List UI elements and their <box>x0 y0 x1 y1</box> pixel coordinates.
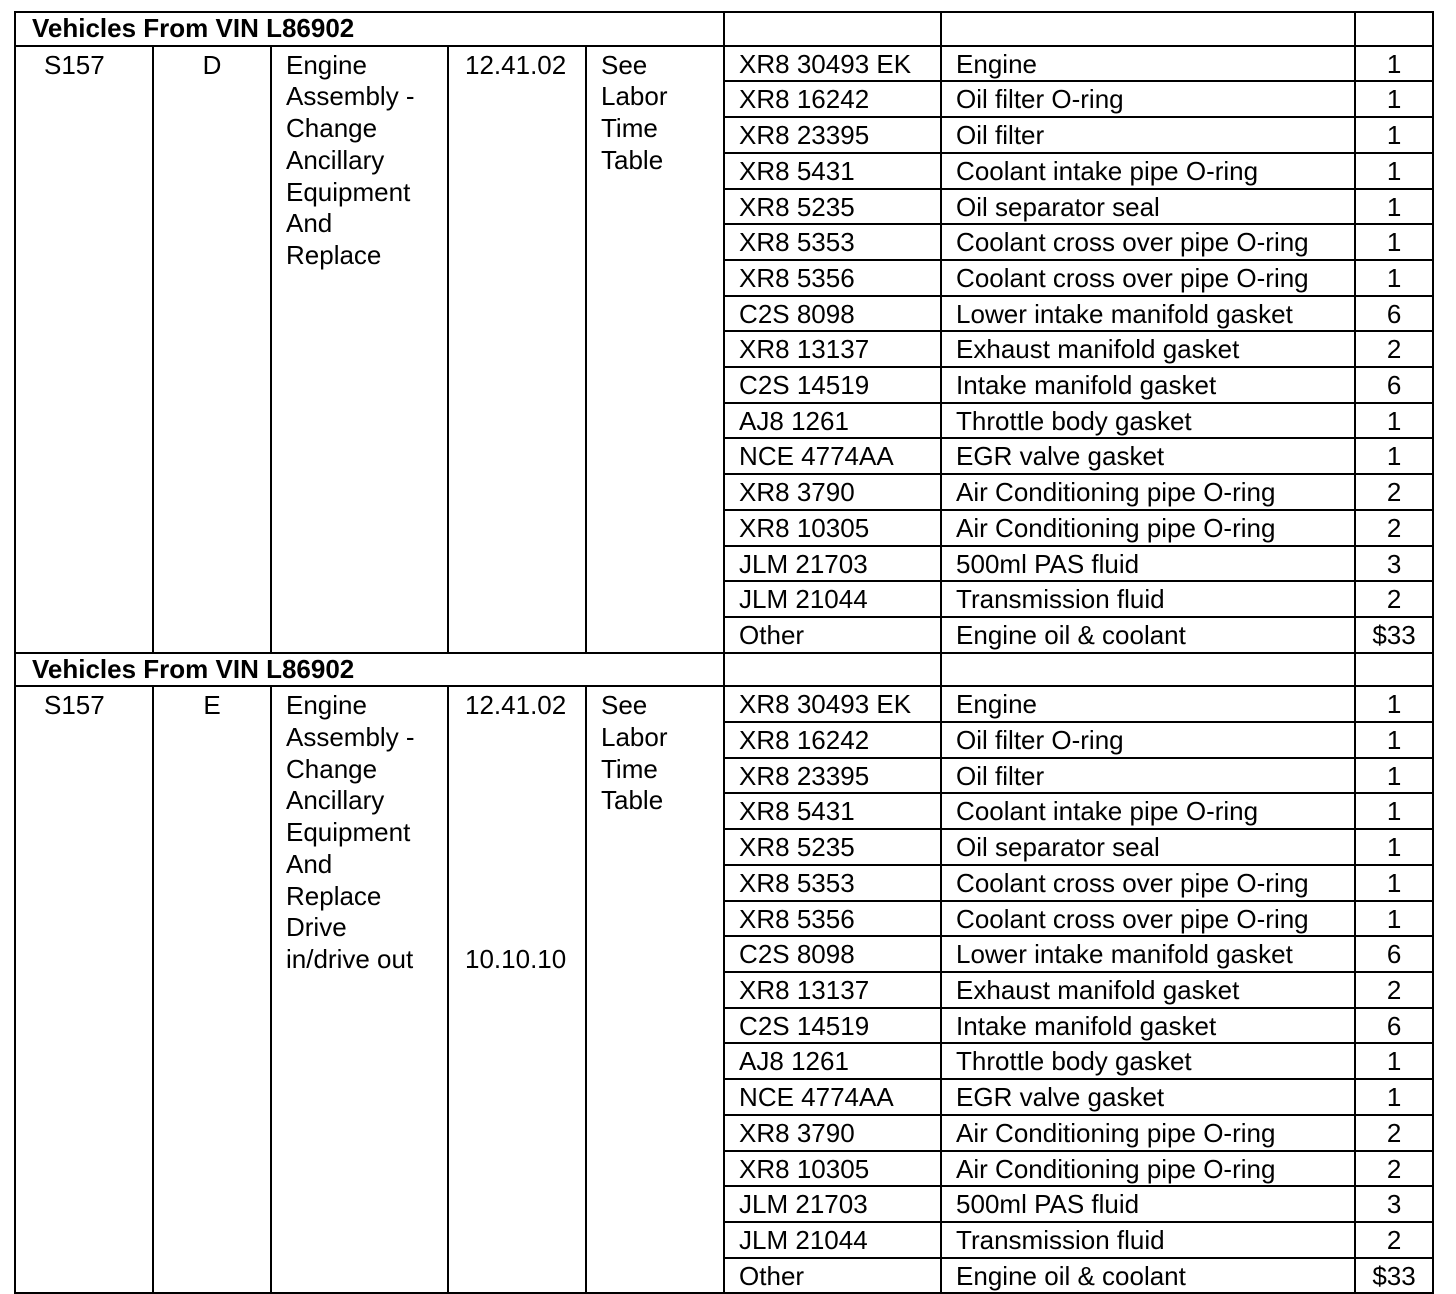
part-qty: 6 <box>1355 936 1433 972</box>
part-qty: 1 <box>1355 758 1433 794</box>
part-name: Air Conditioning pipe O-ring <box>941 1115 1355 1151</box>
repair-description <box>271 686 448 1293</box>
part-number: XR8 5353 <box>724 224 941 260</box>
cell-line: Change <box>286 753 378 784</box>
part-name: Transmission fluid <box>941 581 1355 617</box>
part-name: Engine oil & coolant <box>941 1258 1355 1294</box>
part-qty: 1 <box>1355 403 1433 439</box>
part-number: C2S 8098 <box>724 936 941 972</box>
labor-time <box>586 686 724 1293</box>
part-number: NCE 4774AA <box>724 1079 941 1115</box>
part-name: Exhaust manifold gasket <box>941 331 1355 367</box>
part-name: Coolant cross over pipe O-ring <box>941 260 1355 296</box>
part-qty: 2 <box>1355 510 1433 546</box>
part-number: XR8 13137 <box>724 331 941 367</box>
part-number: JLM 21703 <box>724 1186 941 1222</box>
part-name: Lower intake manifold gasket <box>941 936 1355 972</box>
part-qty: 3 <box>1355 1186 1433 1222</box>
part-name: 500ml PAS fluid <box>941 1186 1355 1222</box>
part-number: XR8 5235 <box>724 189 941 225</box>
cell-line <box>465 785 585 817</box>
cell-line: Equipment <box>286 817 411 848</box>
cell-line: See <box>601 49 648 80</box>
part-qty: $33 <box>1355 617 1433 653</box>
part-name: Coolant intake pipe O-ring <box>941 153 1355 189</box>
part-qty: 6 <box>1355 367 1433 403</box>
empty-cell <box>941 12 1355 46</box>
empty-cell <box>724 12 941 46</box>
part-name: EGR valve gasket <box>941 1079 1355 1115</box>
part-number: XR8 13137 <box>724 972 941 1008</box>
part-qty: 1 <box>1355 260 1433 296</box>
cell-line: And <box>286 208 333 239</box>
part-number: JLM 21044 <box>724 581 941 617</box>
part-qty: 1 <box>1355 1043 1433 1079</box>
part-qty: 1 <box>1355 1079 1433 1115</box>
table-row <box>15 46 1433 82</box>
cell-line <box>465 881 585 913</box>
part-name: Intake manifold gasket <box>941 367 1355 403</box>
empty-cell <box>941 653 1355 687</box>
part-number: NCE 4774AA <box>724 438 941 474</box>
part-qty: 1 <box>1355 117 1433 153</box>
part-qty: 2 <box>1355 1151 1433 1187</box>
part-qty: 6 <box>1355 1008 1433 1044</box>
part-qty: 1 <box>1355 224 1433 260</box>
part-qty: 1 <box>1355 686 1433 722</box>
part-name: 500ml PAS fluid <box>941 546 1355 582</box>
part-number: XR8 5353 <box>724 865 941 901</box>
cell-line: Replace <box>286 239 382 270</box>
part-number: Other <box>724 617 941 653</box>
part-number: Other <box>724 1258 941 1294</box>
part-name: Oil filter <box>941 758 1355 794</box>
operation-numbers <box>448 686 586 1293</box>
cell-line: Assembly - <box>286 722 415 753</box>
part-qty: 1 <box>1355 793 1433 829</box>
part-number: XR8 16242 <box>724 81 941 117</box>
part-number: C2S 14519 <box>724 367 941 403</box>
part-name: Throttle body gasket <box>941 403 1355 439</box>
cell-line: Drive <box>286 912 347 943</box>
cell-line: Equipment <box>286 176 411 207</box>
part-number: XR8 5356 <box>724 260 941 296</box>
part-qty: 2 <box>1355 474 1433 510</box>
part-number: AJ8 1261 <box>724 403 941 439</box>
part-qty: 2 <box>1355 972 1433 1008</box>
part-name: Air Conditioning pipe O-ring <box>941 474 1355 510</box>
part-name: Oil filter O-ring <box>941 81 1355 117</box>
part-qty: 2 <box>1355 581 1433 617</box>
section-header: Vehicles From VIN L86902 <box>15 653 724 687</box>
cell-line: Labor <box>601 81 668 112</box>
part-name: Oil separator seal <box>941 189 1355 225</box>
cell-line: Engine <box>286 690 367 721</box>
part-number: XR8 23395 <box>724 758 941 794</box>
cell-line: Time <box>601 113 658 144</box>
cell-line: 12.41.02 <box>465 49 567 80</box>
part-name: Air Conditioning pipe O-ring <box>941 1151 1355 1187</box>
section-header-row <box>15 12 1433 46</box>
part-name: Oil separator seal <box>941 829 1355 865</box>
part-qty: 2 <box>1355 1115 1433 1151</box>
part-number: XR8 5235 <box>724 829 941 865</box>
cell-line: Ancillary <box>286 785 385 816</box>
part-number: XR8 23395 <box>724 117 941 153</box>
operation-numbers <box>448 46 586 653</box>
part-name: Coolant cross over pipe O-ring <box>941 865 1355 901</box>
table-row <box>15 686 1433 722</box>
part-qty: 1 <box>1355 46 1433 82</box>
part-number: AJ8 1261 <box>724 1043 941 1079</box>
cell-line: Time <box>601 753 658 784</box>
repair-code: S157 <box>15 686 153 1293</box>
cell-line <box>465 817 585 849</box>
empty-cell <box>1355 12 1433 46</box>
part-name: Coolant intake pipe O-ring <box>941 793 1355 829</box>
cell-line <box>465 722 585 754</box>
cell-line: Replace <box>286 880 382 911</box>
part-number: JLM 21044 <box>724 1222 941 1258</box>
section-header: Vehicles From VIN L86902 <box>15 12 724 46</box>
section-header-row <box>15 653 1433 687</box>
part-name: Coolant cross over pipe O-ring <box>941 224 1355 260</box>
part-qty: 1 <box>1355 901 1433 937</box>
part-number: XR8 10305 <box>724 510 941 546</box>
part-name: Air Conditioning pipe O-ring <box>941 510 1355 546</box>
repair-description <box>271 46 448 653</box>
part-number: XR8 30493 EK <box>724 686 941 722</box>
cell-line: And <box>286 848 333 879</box>
empty-cell <box>1355 653 1433 687</box>
part-qty: 1 <box>1355 189 1433 225</box>
part-name: Lower intake manifold gasket <box>941 296 1355 332</box>
cell-line: Ancillary <box>286 144 385 175</box>
part-qty: 1 <box>1355 865 1433 901</box>
part-number: XR8 3790 <box>724 1115 941 1151</box>
cell-line: Labor <box>601 722 668 753</box>
part-number: XR8 10305 <box>724 1151 941 1187</box>
part-qty: 1 <box>1355 722 1433 758</box>
cell-line: Assembly - <box>286 81 415 112</box>
cell-line <box>465 754 585 786</box>
part-name: Engine oil & coolant <box>941 617 1355 653</box>
part-number: JLM 21703 <box>724 546 941 582</box>
part-qty: 1 <box>1355 829 1433 865</box>
parts-labor-table <box>14 11 1434 1294</box>
part-number: C2S 14519 <box>724 1008 941 1044</box>
table-body <box>15 12 1433 1293</box>
part-number: XR8 5431 <box>724 153 941 189</box>
cell-line: 12.41.02 <box>465 690 567 721</box>
part-number: XR8 30493 EK <box>724 46 941 82</box>
part-name: Transmission fluid <box>941 1222 1355 1258</box>
part-qty: 2 <box>1355 1222 1433 1258</box>
cell-line <box>465 912 585 944</box>
part-qty: 2 <box>1355 331 1433 367</box>
part-number: XR8 3790 <box>724 474 941 510</box>
labor-time <box>586 46 724 653</box>
part-qty: $33 <box>1355 1258 1433 1294</box>
cell-line: Table <box>601 785 664 816</box>
part-name: Throttle body gasket <box>941 1043 1355 1079</box>
cell-line: Engine <box>286 49 367 80</box>
part-number: XR8 5431 <box>724 793 941 829</box>
part-name: Exhaust manifold gasket <box>941 972 1355 1008</box>
part-qty: 6 <box>1355 296 1433 332</box>
cell-line: Change <box>286 113 378 144</box>
empty-cell <box>724 653 941 687</box>
part-name: Oil filter <box>941 117 1355 153</box>
part-qty: 1 <box>1355 81 1433 117</box>
variant: D <box>153 46 271 653</box>
part-number: C2S 8098 <box>724 296 941 332</box>
cell-line: in/drive out <box>286 943 414 974</box>
part-name: Coolant cross over pipe O-ring <box>941 901 1355 937</box>
part-qty: 1 <box>1355 438 1433 474</box>
part-qty: 1 <box>1355 153 1433 189</box>
cell-line: See <box>601 690 648 721</box>
variant: E <box>153 686 271 1293</box>
part-name: Engine <box>941 686 1355 722</box>
part-name: EGR valve gasket <box>941 438 1355 474</box>
cell-line: 10.10.10 <box>465 943 567 974</box>
cell-line <box>465 849 585 881</box>
part-name: Engine <box>941 46 1355 82</box>
repair-code: S157 <box>15 46 153 653</box>
part-name: Oil filter O-ring <box>941 722 1355 758</box>
part-qty: 3 <box>1355 546 1433 582</box>
part-name: Intake manifold gasket <box>941 1008 1355 1044</box>
cell-line: Table <box>601 144 664 175</box>
part-number: XR8 5356 <box>724 901 941 937</box>
part-number: XR8 16242 <box>724 722 941 758</box>
